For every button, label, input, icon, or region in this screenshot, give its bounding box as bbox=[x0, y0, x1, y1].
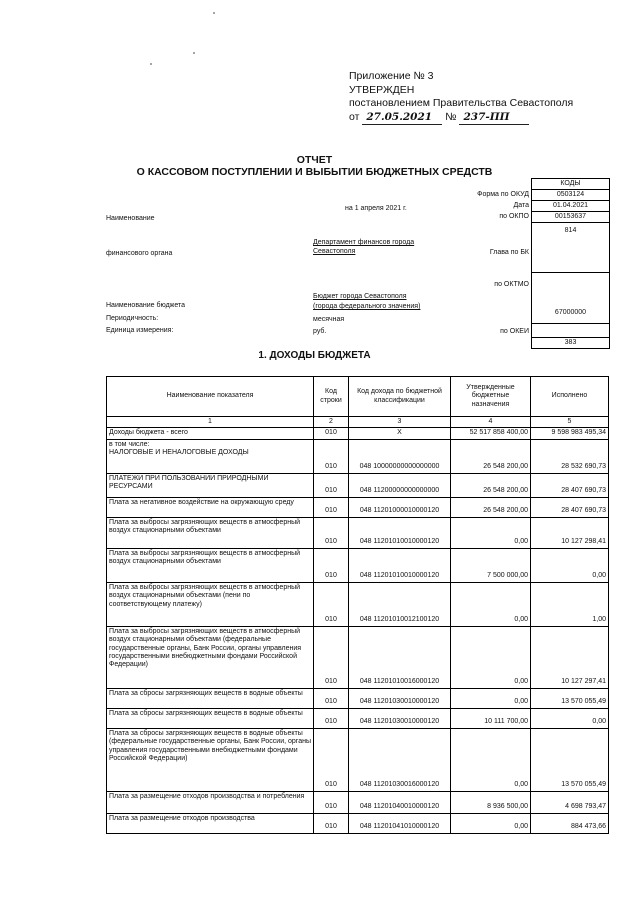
row-approved: 0,00 bbox=[451, 728, 531, 791]
decree-number: 237-ПП bbox=[459, 111, 529, 126]
scan-speck bbox=[193, 52, 195, 54]
row-kbk: 048 11201040010000120 bbox=[349, 791, 451, 813]
row-approved: 0,00 bbox=[451, 582, 531, 626]
row-kbk: 048 11200000000000000 bbox=[349, 473, 451, 497]
row-kbk: 048 11201030010000120 bbox=[349, 708, 451, 728]
table-row bbox=[107, 728, 609, 791]
row-name: Плата за выбросы загрязняющих веществ в атмосферный воздух стационарными объектами (федеральные государственные органы, Банк России, органы управления государственными внебюджетными фондами Российской Федерации) bbox=[107, 626, 314, 688]
empty-code bbox=[532, 324, 609, 338]
row-done: 0,00 bbox=[531, 708, 609, 728]
row-kbk: 048 11201030010000120 bbox=[349, 688, 451, 708]
row-name: в том числе: НАЛОГОВЫЕ И НЕНАЛОГОВЫЕ ДОХОДЫ bbox=[107, 439, 314, 473]
income-table bbox=[106, 376, 609, 834]
okpo-code: 00153637 bbox=[532, 212, 609, 223]
row-kbk: 048 11201000010000120 bbox=[349, 497, 451, 517]
row-code: 010 bbox=[314, 708, 349, 728]
codes-header: КОДЫ bbox=[532, 178, 609, 190]
row-kbk: 048 11201030016000120 bbox=[349, 728, 451, 791]
fin-org-value: Департамент финансов города Севастополя bbox=[313, 239, 415, 255]
budget-value: Бюджет города Севастополя bbox=[313, 293, 407, 300]
row-approved: 26 548 200,00 bbox=[451, 497, 531, 517]
oktmo-code: 67000000 bbox=[532, 273, 609, 324]
row-code: 010 bbox=[314, 473, 349, 497]
row-name: ПЛАТЕЖИ ПРИ ПОЛЬЗОВАНИИ ПРИРОДНЫМИ РЕСУРСАМИ bbox=[107, 473, 314, 497]
table-row bbox=[107, 517, 609, 548]
table-row bbox=[107, 813, 609, 833]
budget-label: Наименование бюджета bbox=[106, 302, 186, 309]
okei-code: 383 bbox=[532, 338, 609, 349]
row-code: 010 bbox=[314, 728, 349, 791]
row-kbk: 048 11201041010000120 bbox=[349, 813, 451, 833]
col-header-approved: Утвержденные бюджетные назначения bbox=[451, 377, 531, 417]
table-number-row bbox=[107, 417, 609, 428]
glava-code: 814 bbox=[532, 223, 609, 273]
row-code: 010 bbox=[314, 428, 349, 439]
row-name: Плата за размещение отходов производства и потребления bbox=[107, 791, 314, 813]
row-code: 010 bbox=[314, 439, 349, 473]
row-name: Доходы бюджета - всего bbox=[107, 428, 314, 439]
okpo-label: по ОКПО bbox=[499, 213, 529, 220]
row-done: 28 407 690,73 bbox=[531, 473, 609, 497]
unit-label: Единица измерения: bbox=[106, 327, 174, 334]
col-number: 3 bbox=[349, 417, 451, 428]
row-done: 28 532 690,73 bbox=[531, 439, 609, 473]
col-number: 4 bbox=[451, 417, 531, 428]
col-header-code: Код строки bbox=[314, 377, 349, 417]
row-name: Плата за выбросы загрязняющих веществ в атмосферный воздух стационарными объектами bbox=[107, 517, 314, 548]
okei-label: по ОКЕИ bbox=[500, 328, 529, 335]
row-done: 0,00 bbox=[531, 548, 609, 582]
row-kbk: 048 11201010010000120 bbox=[349, 548, 451, 582]
row-done: 1,00 bbox=[531, 582, 609, 626]
row-approved: 0,00 bbox=[451, 688, 531, 708]
row-name: Плата за сбросы загрязняющих веществ в водные объекты bbox=[107, 688, 314, 708]
table-row bbox=[107, 791, 609, 813]
scan-speck bbox=[213, 12, 215, 14]
report-title: ОТЧЕТ bbox=[296, 154, 333, 166]
table-row bbox=[107, 439, 609, 473]
table-row bbox=[107, 708, 609, 728]
row-name: Плата за выбросы загрязняющих веществ в атмосферный воздух стационарными объектами bbox=[107, 548, 314, 582]
table-row bbox=[107, 688, 609, 708]
row-approved: 0,00 bbox=[451, 626, 531, 688]
unit-value: руб. bbox=[313, 328, 327, 335]
table-row bbox=[107, 548, 609, 582]
row-approved: 26 548 200,00 bbox=[451, 439, 531, 473]
appendix-number: Приложение № 3 bbox=[349, 70, 434, 82]
table-row bbox=[107, 497, 609, 517]
row-code: 010 bbox=[314, 582, 349, 626]
report-date: 01.04.2021 bbox=[532, 201, 609, 212]
row-approved: 26 548 200,00 bbox=[451, 473, 531, 497]
row-code: 010 bbox=[314, 791, 349, 813]
col-header-name: Наименование показателя bbox=[107, 377, 314, 417]
row-kbk: 048 11201010010000120 bbox=[349, 517, 451, 548]
row-approved: 7 500 000,00 bbox=[451, 548, 531, 582]
period-label: Периодичность: bbox=[106, 315, 159, 322]
table-row bbox=[107, 582, 609, 626]
col-number: 1 bbox=[107, 417, 314, 428]
report-as-of-date: на 1 апреля 2021 г. bbox=[345, 205, 407, 212]
row-approved: 52 517 858 400,00 bbox=[451, 428, 531, 439]
glava-label: Глава по БК bbox=[489, 249, 529, 256]
col-number: 2 bbox=[314, 417, 349, 428]
row-done: 13 570 055,49 bbox=[531, 688, 609, 708]
approved-label: УТВЕРЖДЕН bbox=[349, 83, 415, 96]
from-label: от bbox=[349, 110, 360, 123]
fin-org-label: финансового органа bbox=[106, 250, 173, 257]
section-title: 1. ДОХОДЫ БЮДЖЕТА bbox=[258, 350, 371, 361]
row-code: 010 bbox=[314, 517, 349, 548]
row-code: 010 bbox=[314, 813, 349, 833]
row-code: 010 bbox=[314, 688, 349, 708]
oktmo-label: по ОКТМО bbox=[494, 281, 529, 288]
okud-code: 0503124 bbox=[532, 190, 609, 201]
row-done: 28 407 690,73 bbox=[531, 497, 609, 517]
name-label: Наименование bbox=[106, 215, 155, 222]
row-kbk: 048 10000000000000000 bbox=[349, 439, 451, 473]
row-done: 9 598 983 495,34 bbox=[531, 428, 609, 439]
budget-note: (города федерального значения) bbox=[313, 303, 421, 310]
row-code: 010 bbox=[314, 626, 349, 688]
period-value: месячная bbox=[313, 316, 345, 323]
date-label: Дата bbox=[513, 202, 529, 209]
decree-date: 27.05.2021 bbox=[362, 111, 442, 126]
row-approved: 8 936 500,00 bbox=[451, 791, 531, 813]
okud-label: Форма по ОКУД bbox=[477, 191, 529, 198]
row-approved: 0,00 bbox=[451, 517, 531, 548]
row-kbk: 048 11201010016000120 bbox=[349, 626, 451, 688]
table-header-row bbox=[107, 377, 609, 417]
number-label: № bbox=[445, 110, 457, 123]
row-name: Плата за негативное воздействие на окружающую среду bbox=[107, 497, 314, 517]
col-header-kbk: Код дохода по бюджетной классификации bbox=[349, 377, 451, 417]
row-kbk: 048 11201010012100120 bbox=[349, 582, 451, 626]
row-name: Плата за размещение отходов производства bbox=[107, 813, 314, 833]
col-header-done: Исполнено bbox=[531, 377, 609, 417]
table-row bbox=[107, 626, 609, 688]
row-name: Плата за сбросы загрязняющих веществ в водные объекты bbox=[107, 708, 314, 728]
decree-label: постановлением Правительства Севастополя bbox=[349, 97, 574, 110]
row-done: 13 570 055,49 bbox=[531, 728, 609, 791]
row-name: Плата за сбросы загрязняющих веществ в водные объекты (федеральные государственные органы, Банк России, органы управления государственными внебюджетными фондами Российской Федерации) bbox=[107, 728, 314, 791]
row-done: 884 473,66 bbox=[531, 813, 609, 833]
row-done: 4 698 793,47 bbox=[531, 791, 609, 813]
table-row bbox=[107, 428, 609, 439]
table-row bbox=[107, 473, 609, 497]
row-approved: 10 111 700,00 bbox=[451, 708, 531, 728]
row-done: 10 127 297,41 bbox=[531, 626, 609, 688]
row-done: 10 127 298,41 bbox=[531, 517, 609, 548]
row-approved: 0,00 bbox=[451, 813, 531, 833]
appendix-block bbox=[349, 70, 573, 125]
scan-speck bbox=[150, 63, 152, 65]
row-kbk: X bbox=[349, 428, 451, 439]
codes-box bbox=[531, 178, 610, 349]
col-number: 5 bbox=[531, 417, 609, 428]
row-code: 010 bbox=[314, 548, 349, 582]
row-code: 010 bbox=[314, 497, 349, 517]
row-name: Плата за выбросы загрязняющих веществ в атмосферный воздух стационарными объектами (пени по соответствующему платежу) bbox=[107, 582, 314, 626]
decree-date-line bbox=[349, 111, 573, 126]
report-subtitle: О КАССОВОМ ПОСТУПЛЕНИИ И ВЫБЫТИИ БЮДЖЕТНЫХ СРЕДСТВ bbox=[136, 166, 493, 178]
